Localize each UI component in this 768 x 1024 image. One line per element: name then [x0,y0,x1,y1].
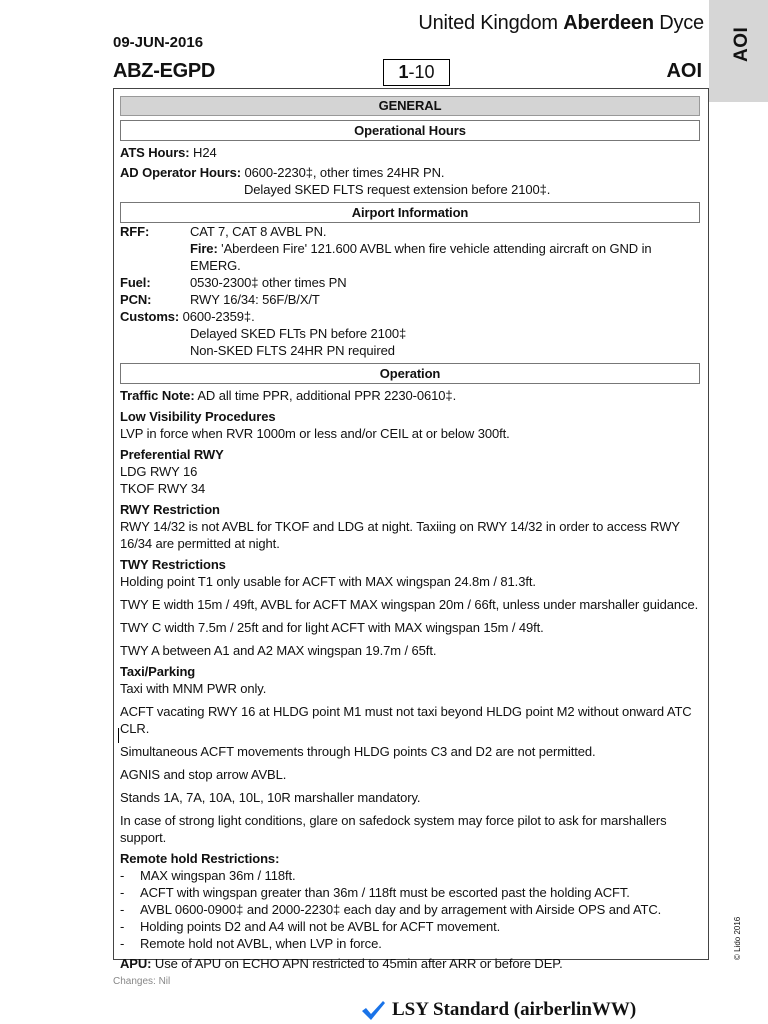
customs-row: Customs: 0600-2359‡. [120,309,255,324]
effective-date: 09-JUN-2016 [113,34,204,51]
remote-hold-title: Remote hold Restrictions: [120,851,280,866]
page-number-main: 1 [398,62,409,82]
list-item: - AVBL 0600-0900‡ and 2000-2230‡ each day and by arragement with Airside OPS and ATC. [120,902,662,917]
general-header: GENERAL [120,96,700,116]
taxi-note-6: In case of strong light conditions, glare on safedock system may force pilot to ask for marshallers support. [120,813,667,845]
twy-restriction-3: TWY C width 7.5m / 25ft and for light ACFT with MAX wingspan 15m / 49ft. [120,620,544,635]
section-tab-label: AOI [731,26,752,62]
operational-hours-header: Operational Hours [120,120,700,141]
twy-restriction-4: TWY A between A1 and A2 MAX wingspan 19.7m / 65ft. [120,643,437,658]
taxi-note-1: Taxi with MNM PWR only. [120,681,267,696]
list-item: - MAX wingspan 36m / 118ft. [120,868,296,883]
copyright: © Lido 2016 [733,916,742,960]
customs-note-2: Non-SKED FLTS 24HR PN required [190,343,395,358]
airport-name: Dyce [659,12,704,34]
twy-restriction-2: TWY E width 15m / 49ft, AVBL for ACFT MAX wingspan 20m / 66ft, unless under marshaller guidance. [120,597,699,612]
checkmark-icon [360,998,386,1022]
list-item: - ACFT with wingspan greater than 36m / 118ft must be escorted past the holding ACFT. [120,885,630,900]
taxi-note-3: Simultaneous ACFT movements through HLDG points C3 and D2 are not permitted. [120,744,596,759]
preferential-rwy-title: Preferential RWY [120,447,224,462]
city: Aberdeen [563,12,654,34]
page-number-sub: -10 [408,62,435,82]
ats-hours: ATS Hours: H24 [120,145,217,160]
apu-note: APU: Use of APU on ECHO APN restricted to 45min after ARR or before DEP. [120,956,563,971]
change-bar [118,728,119,743]
rff-row: RFF: CAT 7, CAT 8 AVBL PN. [120,224,327,239]
preferential-tkof: TKOF RWY 34 [120,481,206,496]
taxi-note-2: ACFT vacating RWY 16 at HLDG point M1 must not taxi beyond HLDG point M2 without onward ATC CLR. [120,704,692,736]
traffic-note: Traffic Note: AD all time PPR, additional PPR 2230-0610‡. [120,388,457,403]
customs-note-1: Delayed SKED FLTs PN before 2100‡ [190,326,407,341]
operation-header: Operation [120,363,700,384]
rwy-restriction-text: RWY 14/32 is not AVBL for TKOF and LDG at night. Taxiing on RWY 14/32 in order to access RWY 16/34 are permitted at night. [120,519,680,551]
taxi-note-5: Stands 1A, 7A, 10A, 10L, 10R marshaller mandatory. [120,790,421,805]
rwy-restriction-title: RWY Restriction [120,502,220,517]
airport-code: ABZ-EGPD [113,60,216,82]
section-code: AOI [666,60,702,82]
lvp-title: Low Visibility Procedures [120,409,276,424]
footer-brand [360,998,636,1022]
twy-restrictions-title: TWY Restrictions [120,557,226,572]
fire-row: Fire: 'Aberdeen Fire' 121.600 AVBL when fire vehicle attending aircraft on GND in EMERG. [190,241,652,273]
page-number [383,59,450,86]
footer-brand-text: LSY Standard (airberlinWW) [392,999,637,1020]
changes-note: Changes: Nil [113,976,171,987]
taxi-parking-title: Taxi/Parking [120,664,196,679]
preferential-ldg: LDG RWY 16 [120,464,198,479]
content [120,96,700,972]
ad-operator-hours: AD Operator Hours: 0600-2230‡, other times 24HR PN. [120,165,445,180]
pcn-row: PCN: RWY 16/34: 56F/B/X/T [120,292,320,307]
list-item: - Remote hold not AVBL, when LVP in force. [120,936,382,951]
airport-information-header: Airport Information [120,202,700,223]
taxi-note-4: AGNIS and stop arrow AVBL. [120,767,287,782]
ad-operator-hours-note: Delayed SKED FLTS request extension before 2100‡. [244,182,551,197]
fuel-row: Fuel: 0530-2300‡ other times PN [120,275,347,290]
list-item: - Holding points D2 and A4 will not be AVBL for ACFT movement. [120,919,501,934]
lvp-text: LVP in force when RVR 1000m or less and/or CEIL at or below 300ft. [120,426,510,441]
twy-restriction-1: Holding point T1 only usable for ACFT with MAX wingspan 24.8m / 81.3ft. [120,574,536,589]
location-title [418,12,704,35]
country: United Kingdom [418,12,558,34]
